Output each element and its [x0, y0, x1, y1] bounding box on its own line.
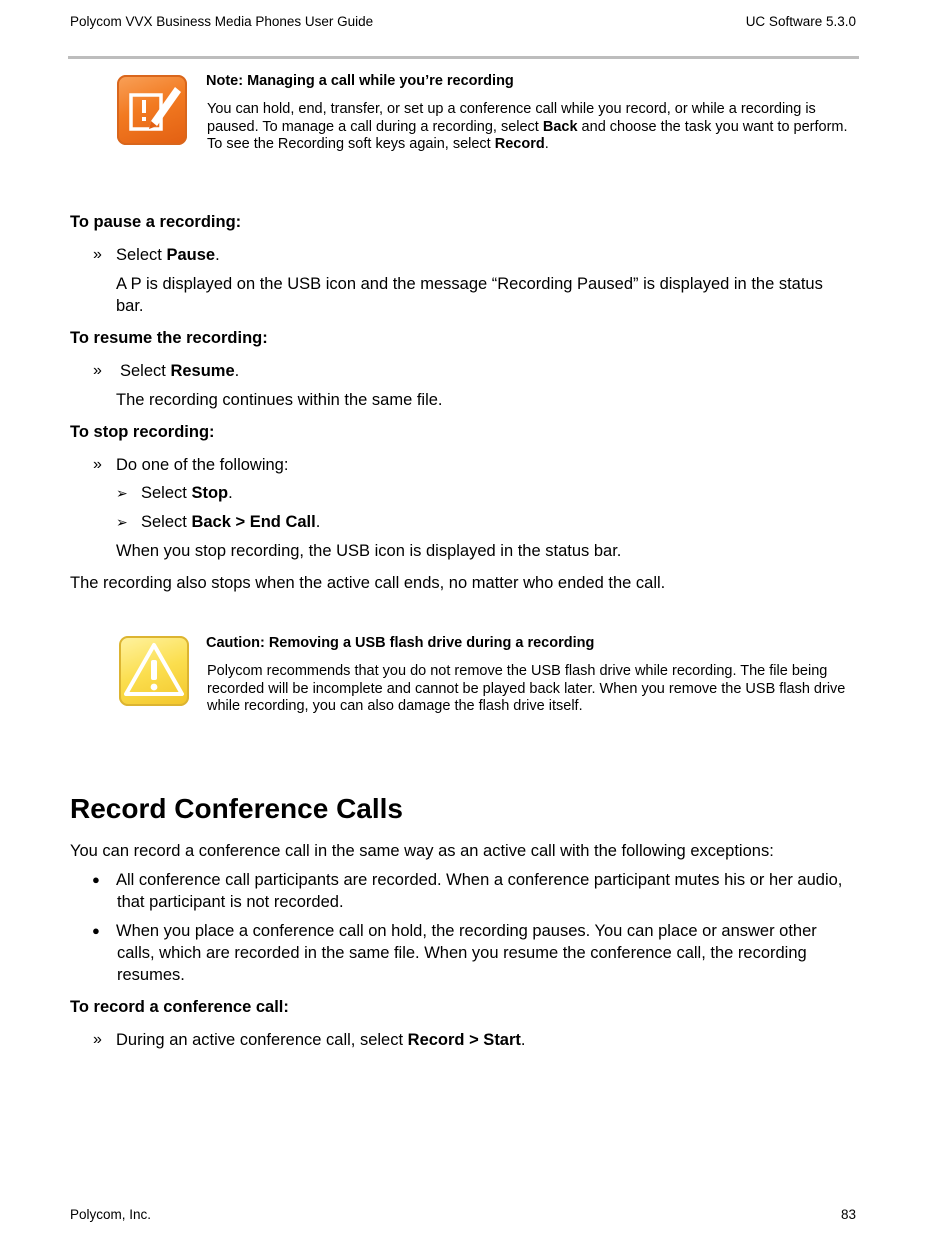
- pause-result-line-1: A P is displayed on the USB icon and the message “Recording Paused” is displayed in the status: [116, 275, 823, 293]
- conference-bullet-2-line-2: calls, which are recorded in the same file. When you resume the conference call, the recording: [117, 944, 807, 962]
- sub-bullet-marker: ➢: [116, 514, 128, 530]
- page-number: 83: [840, 1207, 856, 1222]
- header-divider: [68, 56, 859, 59]
- pause-step: Select Pause.: [116, 246, 220, 264]
- record-conference-heading: To record a conference call:: [70, 998, 289, 1016]
- stop-heading: To stop recording:: [70, 423, 215, 441]
- conference-bullet-2-line-1: When you place a conference call on hold, the recording pauses. You can place or answer other: [116, 922, 817, 940]
- note-line-2: paused. To manage a call during a recording, select Back and choose the task you want to perform.: [207, 118, 848, 135]
- sub-bullet-marker: ➢: [116, 485, 128, 501]
- note-line-1: You can hold, end, transfer, or set up a conference call while you record, or while a recording is: [207, 101, 816, 117]
- note-line-3: To see the Recording soft keys again, select Record.: [207, 136, 549, 152]
- pause-heading: To pause a recording:: [70, 213, 242, 231]
- note-pencil-icon: [117, 75, 187, 145]
- conference-bullet-1-line-1: All conference call participants are recorded. When a conference participant mutes his or her audio,: [116, 871, 843, 889]
- step-marker: »: [93, 246, 102, 263]
- resume-heading: To resume the recording:: [70, 329, 268, 347]
- record-conference-step: During an active conference call, select Record > Start.: [116, 1031, 526, 1049]
- conference-intro: You can record a conference call in the same way as an active call with the following exceptions:: [70, 842, 774, 860]
- bullet-marker: ●: [92, 872, 100, 887]
- running-header-title: Polycom VVX Business Media Phones User Guide: [70, 14, 374, 29]
- warning-triangle-icon: [119, 636, 189, 706]
- stop-option-2: Select Back > End Call.: [141, 513, 321, 531]
- caution-title: Caution: Removing a USB flash drive during a recording: [206, 635, 595, 651]
- conference-bullet-2-line-3: resumes.: [117, 966, 185, 984]
- stop-option-1: Select Stop.: [141, 484, 233, 502]
- caution-line-2: recorded will be incomplete and cannot be played back later. When you remove the USB flash drive: [207, 680, 846, 697]
- running-header-version: UC Software 5.3.0: [745, 14, 856, 29]
- footer-company: Polycom, Inc.: [70, 1207, 152, 1222]
- note-title: Note: Managing a call while you’re recording: [206, 73, 514, 89]
- stop-result: When you stop recording, the USB icon is displayed in the status bar.: [116, 542, 622, 560]
- stop-note: The recording also stops when the active call ends, no matter who ended the call.: [70, 574, 666, 592]
- caution-line-3: while recording, you can also damage the flash drive itself.: [207, 698, 583, 714]
- bullet-marker: ●: [92, 923, 100, 938]
- resume-step: Select Resume.: [120, 362, 240, 380]
- caution-body: [207, 663, 887, 716]
- step-marker: »: [93, 362, 102, 379]
- conference-bullet-1-line-2: that participant is not recorded.: [117, 893, 344, 911]
- section-heading: Record Conference Calls: [70, 793, 403, 824]
- pause-result-line-2: bar.: [116, 297, 144, 315]
- stop-step: Do one of the following:: [116, 456, 289, 474]
- step-marker: »: [93, 1031, 102, 1048]
- note-body: [207, 101, 887, 154]
- resume-result: The recording continues within the same file.: [116, 391, 443, 409]
- caution-line-1: Polycom recommends that you do not remove the USB flash drive while recording. The file being: [207, 663, 828, 679]
- step-marker: »: [93, 456, 102, 473]
